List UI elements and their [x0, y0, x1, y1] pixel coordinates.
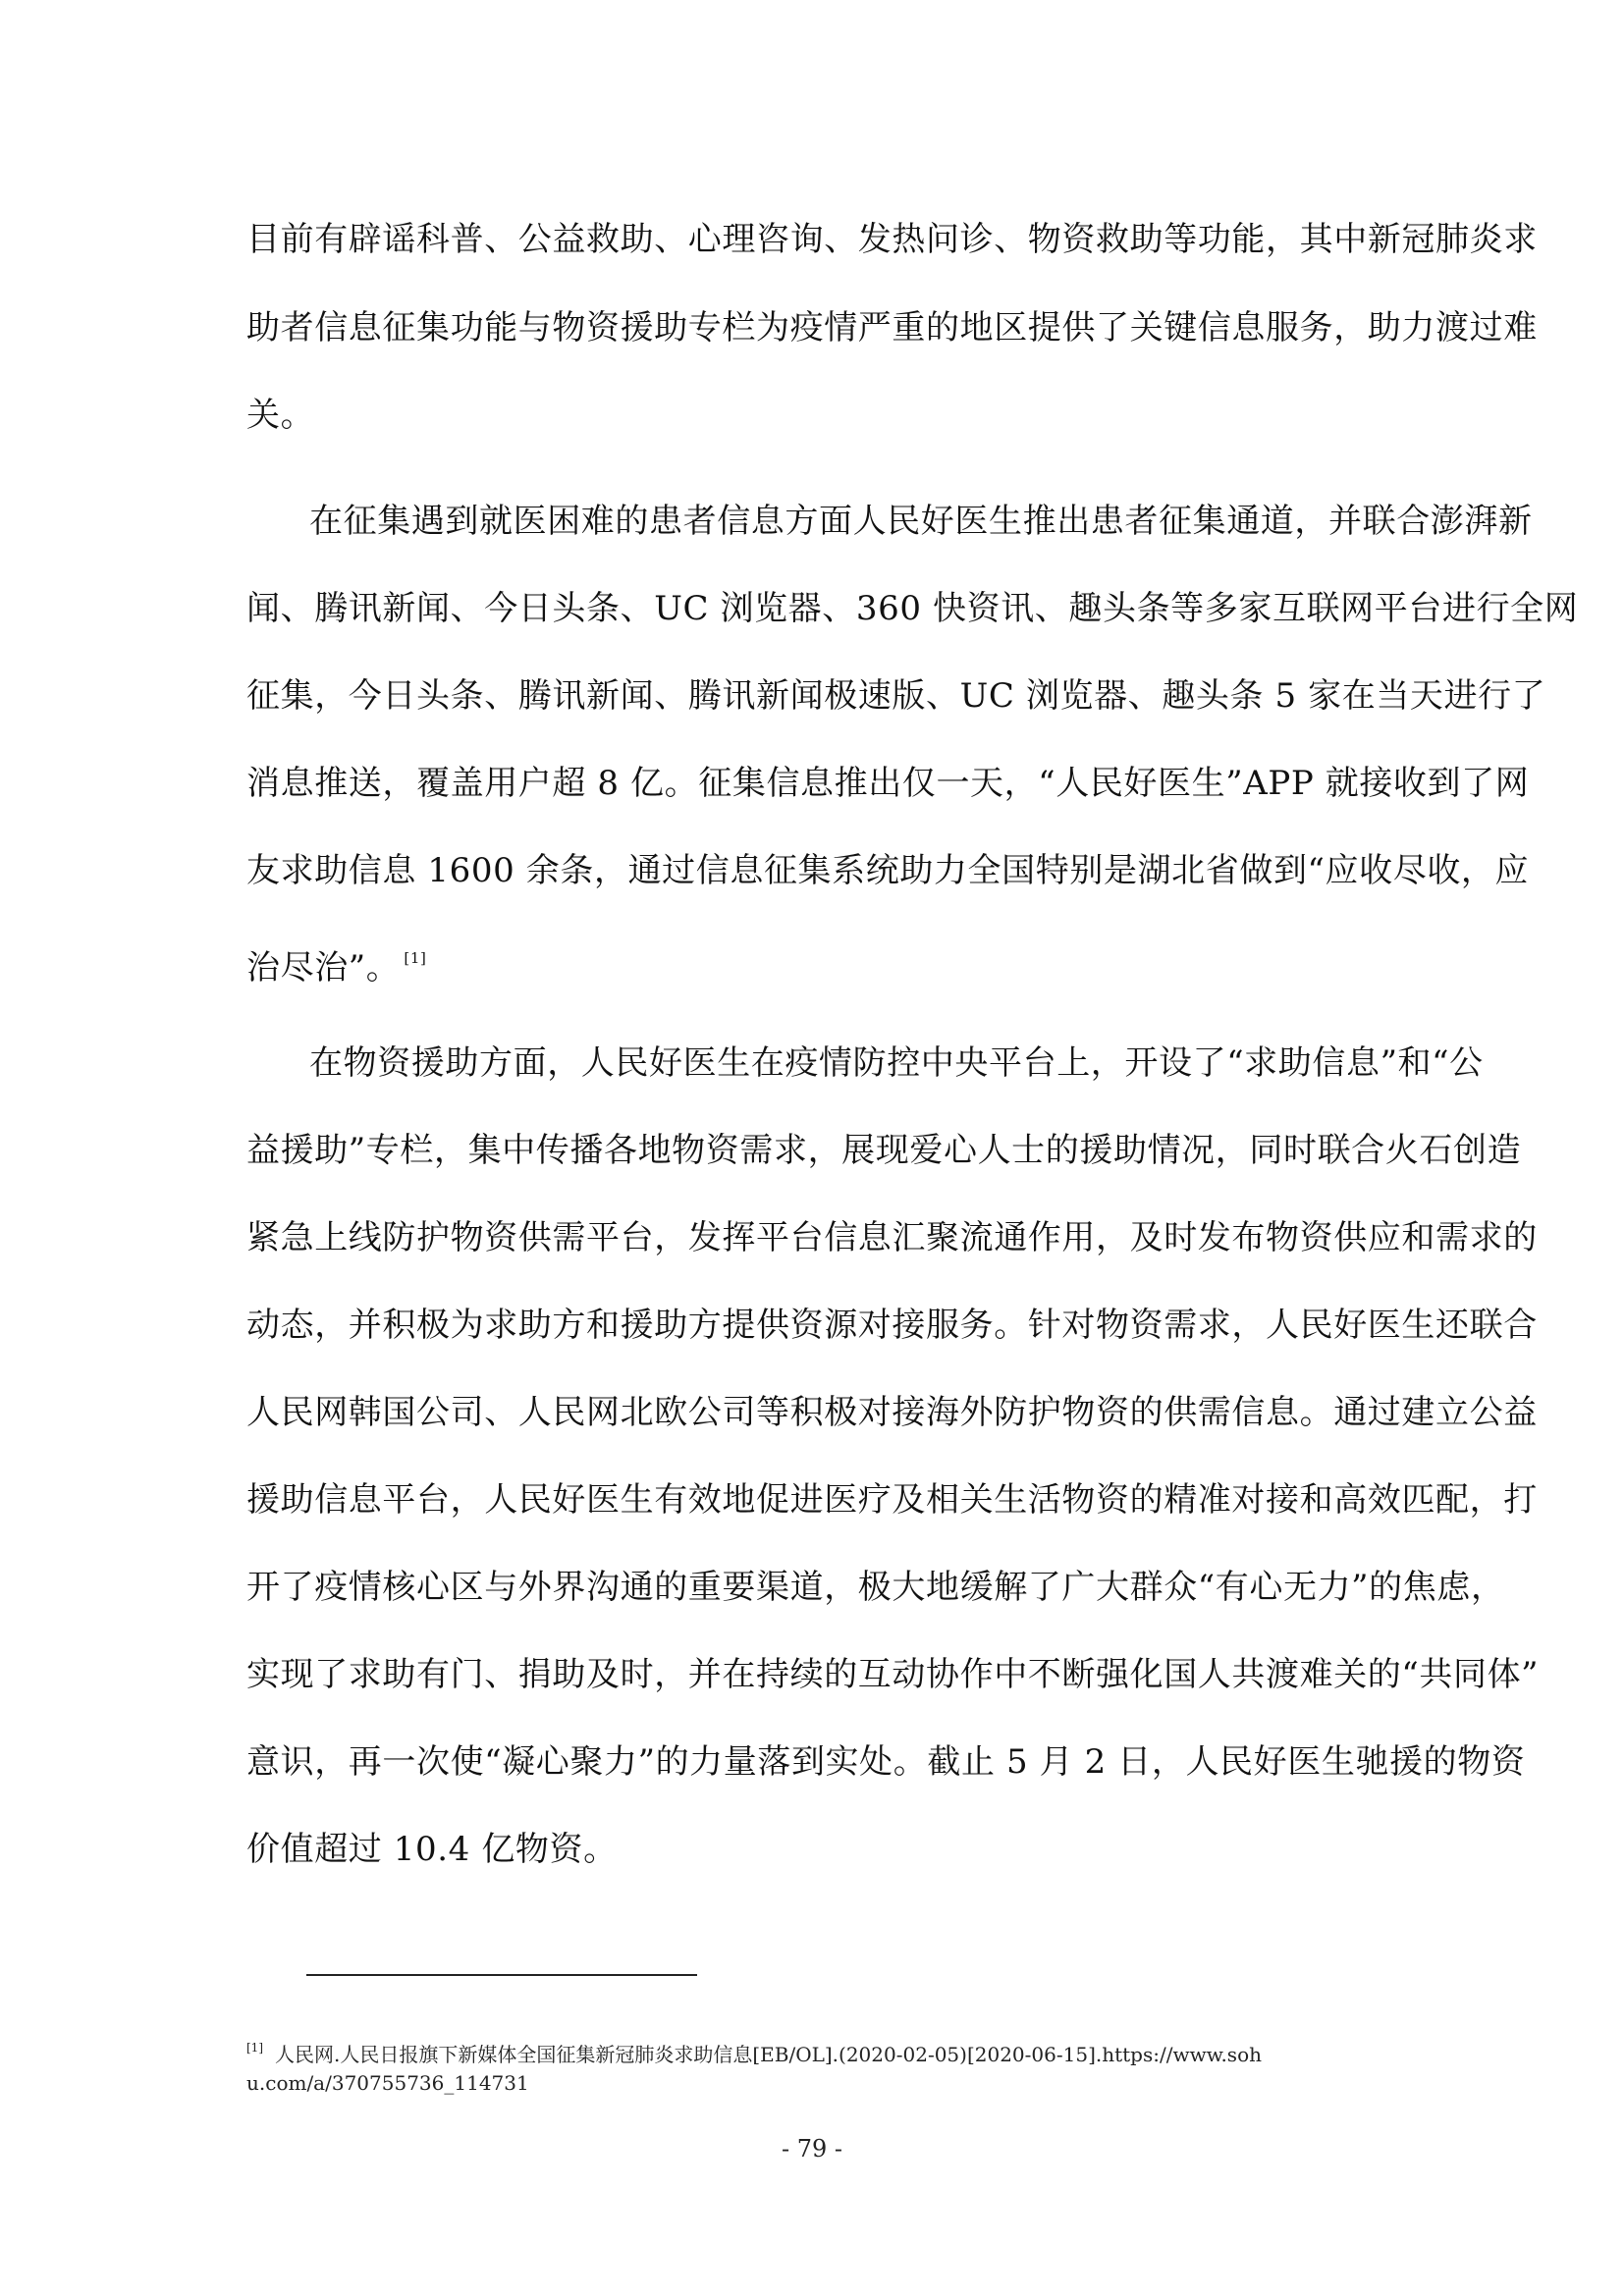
- page-number: - 79 -: [781, 2135, 842, 2163]
- paragraph-3-line-2: 益援助”专栏，集中传播各地物资需求，展现爱心人士的援助情况，同时联合火石创造: [246, 1131, 1522, 1170]
- paragraph-3-line-1: 在物资援助方面，人民好医生在疫情防控中央平台上，开设了“求助信息”和“公: [309, 1043, 1484, 1083]
- paragraph-2-line-2: 闻、腾讯新闻、今日头条、UC 浏览器、360 快资讯、趣头条等多家互联网平台进行全网: [246, 589, 1579, 628]
- paragraph-3-line-5: 人民网韩国公司、人民网北欧公司等积极对接海外防护物资的供需信息。通过建立公益: [246, 1393, 1538, 1432]
- paragraph-1-line-3: 关。: [246, 396, 315, 435]
- paragraph-3-line-10: 价值超过 10.4 亿物资。: [246, 1830, 618, 1869]
- paragraph-3-line-3: 紧急上线防护物资供需平台，发挥平台信息汇聚流通作用，及时发布物资供应和需求的: [246, 1218, 1538, 1257]
- footnote-marker: [1]: [246, 2041, 263, 2055]
- paragraph-3-line-8: 实现了求助有门、捐助及时，并在持续的互动协作中不断强化国人共渡难关的“共同体”: [246, 1655, 1540, 1694]
- paragraph-2-line-1: 在征集遇到就医困难的患者信息方面人民好医生推出患者征集通道，并联合澎湃新: [309, 502, 1533, 541]
- paragraph-3-line-7: 开了疫情核心区与外界沟通的重要渠道，极大地缓解了广大群众“有心无力”的焦虑，: [246, 1568, 1505, 1607]
- paragraph-2-line-5: 友求助信息 1600 余条，通过信息征集系统助力全国特别是湖北省做到“应收尽收，应: [246, 851, 1530, 890]
- paragraph-2-line-3: 征集，今日头条、腾讯新闻、腾讯新闻极速版、UC 浏览器、趣头条 5 家在当天进行了: [246, 676, 1546, 716]
- paragraph-2-line-6: [246, 936, 1385, 989]
- paragraph-3-line-4: 动态，并积极为求助方和援助方提供资源对接服务。针对物资需求，人民好医生还联合: [246, 1306, 1538, 1345]
- footnote-separator: [306, 1974, 697, 1976]
- paragraph-2-line-6-text: 治尽治”。: [246, 948, 401, 988]
- footnote-line-2: u.com/a/370755736_114731: [246, 2071, 529, 2095]
- footnote-reference[interactable]: [1]: [404, 949, 427, 967]
- paragraph-2-line-4: 消息推送，覆盖用户超 8 亿。征集信息推出仅一天，“人民好医生”APP 就接收到了网: [246, 764, 1530, 803]
- paragraph-1-line-2: 助者信息征集功能与物资援助专栏为疫情严重的地区提供了关键信息服务，助力渡过难: [246, 308, 1538, 347]
- footnote-line-1: [246, 2034, 1395, 2068]
- paragraph-3-line-6: 援助信息平台，人民好医生有效地促进医疗及相关生活物资的精准对接和高效匹配，打: [246, 1480, 1538, 1520]
- footnote-text-1: 人民网.人民日报旗下新媒体全国征集新冠肺炎求助信息[EB/OL].(2020-02-05)[2020-06-15].https://www.soh: [275, 2043, 1262, 2066]
- paragraph-3-line-9: 意识，再一次使“凝心聚力”的力量落到实处。截止 5 月 2 日，人民好医生驰援的物资: [246, 1742, 1526, 1782]
- paragraph-1-line-1: 目前有辟谣科普、公益救助、心理咨询、发热问诊、物资救助等功能，其中新冠肺炎求: [246, 220, 1538, 259]
